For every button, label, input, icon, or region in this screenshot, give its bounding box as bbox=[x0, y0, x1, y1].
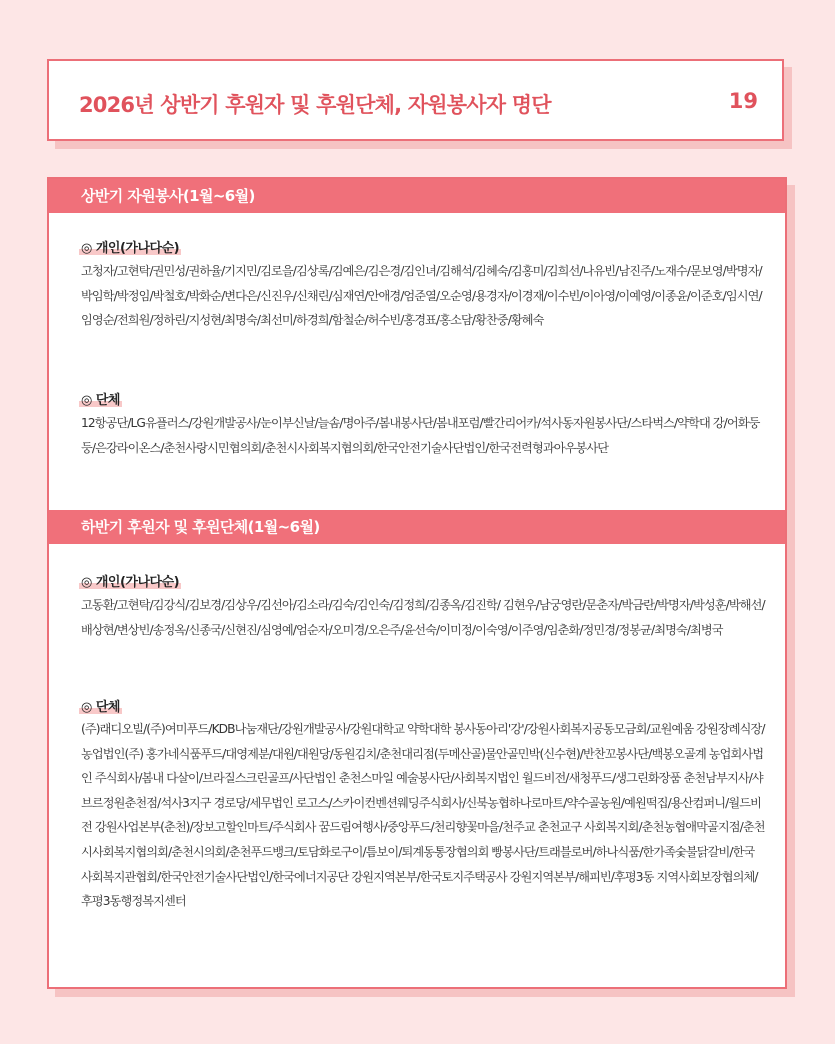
individual-heading-label: ◎ 개인(가나다순) bbox=[81, 575, 180, 590]
individual-donor-list: 고동환/고현탁/김강식/김보경/김상우/김선아/김소라/김숙/김인숙/김정희/김종옥/김진학/ 김현우/남궁영란/문춘자/박금란/박명자/박성훈/박해선/배상현/변상빈/송정옥/신종국/신현진/심영예/엄순자/오미경/오은주/윤선숙/이미정/이숙영/이주영/임춘화/정민경/정봉균/최명숙/최병국 bbox=[81, 598, 765, 637]
page-header bbox=[47, 59, 784, 141]
individual-heading-label: ◎ 개인(가나다순) bbox=[81, 241, 180, 256]
individual-volunteer-list: 고청자/고현탁/권민성/권하율/기지민/김로을/김상록/김예은/김은경/김인녀/김해석/김혜숙/김홍미/김희선/나유빈/남진주/노재수/문보영/박명자/박임학/박정임/박철호/박화순/변다은/신진우/신채린/심재연/안애경/엄준열/오순영/용경자/이경재/이수빈/이아영/이예영/이종윤/이준호/임시연/임영순/전희원/정하린/지성현/최명숙/최선미/하경희/함철순/허수빈/홍경표/홍소담/황찬중/황혜숙 bbox=[81, 264, 762, 328]
group-volunteer-list: 12항공단/LG유플러스/강원개발공사/눈이부신날/늘솜/명아주/봄내봉사단/봄내포럼/빨간리어카/석사동자원봉사단/스타벅스/약학대 강/어화둥둥/은강라이온스/춘천사랑시민협의회/춘천시사회복지협의회/한국안전기술사단법인/한국전력형과아우봉사단 bbox=[81, 416, 760, 455]
group-heading bbox=[81, 389, 120, 408]
individual-heading bbox=[81, 237, 179, 256]
group-heading-label: ◎ 단체 bbox=[81, 393, 120, 408]
group-donor-list: (주)래디오빌/(주)여미푸드/KDB나눔재단/강원개발공사/강원대학교 약학대학 봉사동아리'강'/강원사회복지공동모금회/교원예움 강원장례식장/농업법인(주) 홍가네식품푸드/대영제분/대원/대원당/동원김치/춘천대리점(두메산골)물안골민박(신수현)/반찬꼬봉사단/백봉오골계 농업회사법인 주식회사/봄내 다살이/브라질스크린골프/사단법인 춘천스마일 예술봉사단/사회복지법인 월드비전/새청푸드/생그린화장품 춘천남부지사/샤브르정원춘천점/석사3지구 경로당/세무법인 로고스/스카이컨벤션웨딩주식회사/신북농협하나로마트/약수골농원/예원떡집/용산컴퍼니/월드비전 강원사업본부(춘천)/장보고할인마트/주식회사 꿈드림여행사/중앙푸드/천리향꽃마을/천주교 춘천교구 사회복지회/춘천농협애막골지점/춘천시사회복지협의회/춘천시의회/춘천푸드뱅크/토담화로구이/틈보이/퇴계동통장협의회 빵봉사단/트래블로버/하나식품/한가족숯불닭갈비/한국사회복지관협회/한국안전기술사단법인/한국에너지공단 강원지역본부/한국토지주택공사 강원지역본부/해피빈/후평3동 지역사회보장협의체/후평3동행정복지센터 bbox=[81, 722, 765, 909]
page-title: 2026년 상반기 후원자 및 후원단체, 자원봉사자 명단 bbox=[79, 93, 551, 117]
group-heading-label: ◎ 단체 bbox=[81, 700, 120, 715]
section-title-first-half-volunteers: 상반기 자원봉사(1월~6월) bbox=[49, 179, 785, 213]
content-panel bbox=[47, 177, 787, 989]
section-title-second-half-donors: 하반기 후원자 및 후원단체(1월~6월) bbox=[49, 510, 785, 544]
page-number: 19 bbox=[728, 89, 758, 113]
individual-heading bbox=[81, 571, 179, 590]
group-heading bbox=[81, 696, 120, 715]
